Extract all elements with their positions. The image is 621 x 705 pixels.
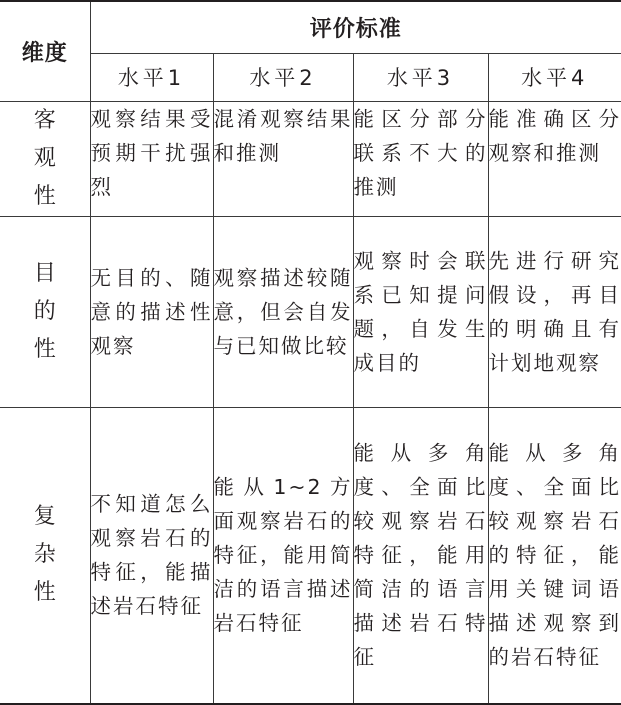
level-1-header: 水平1: [90, 53, 213, 101]
header-row: [0, 1, 621, 53]
level-cell: 能从多角度、全面比较观察岩石的特征，能用关键词语描述观察到的岩石特征: [488, 407, 621, 704]
dimension-label: 目的性: [33, 260, 56, 362]
dimension-cell: [0, 101, 90, 216]
level-cell: 能从多角度、全面比较观察岩石特征，能用简洁的语言描述岩石特征: [353, 407, 488, 704]
level-cell: 观察时会联系已知提问题，自发生成目的: [353, 216, 488, 407]
level-3-header: 水平3: [353, 53, 488, 101]
level-cell: 能区分部分联系不大的推测: [353, 101, 488, 216]
criteria-header: 评价标准: [90, 1, 621, 53]
dimension-label: 复杂性: [33, 504, 56, 606]
dimension-cell: [0, 407, 90, 704]
level-cell: 能准确区分观察和推测: [488, 101, 621, 216]
table-row: [0, 407, 621, 704]
level-cell: 无目的、随意的描述性观察: [90, 216, 213, 407]
level-cell: 混淆观察结果和推测: [213, 101, 353, 216]
level-4-header: 水平4: [488, 53, 621, 101]
dimension-header: 维度: [0, 1, 90, 101]
level-cell: 能从1~2方面观察岩石的特征，能用简洁的语言描述岩石特征: [213, 407, 353, 704]
dimension-cell: [0, 216, 90, 407]
level-cell: 不知道怎么观察岩石的特征，能描述岩石特征: [90, 407, 213, 704]
level-2-header: 水平2: [213, 53, 353, 101]
level-cell: 观察结果受预期干扰强烈: [90, 101, 213, 216]
table-row: [0, 216, 621, 407]
level-header-row: [0, 53, 621, 101]
level-cell: 观察描述较随意，但会自发与已知做比较: [213, 216, 353, 407]
table-row: [0, 101, 621, 216]
level-cell: 先进行研究假设，再目的明确且有计划地观察: [488, 216, 621, 407]
dimension-label: 客观性: [33, 107, 56, 209]
